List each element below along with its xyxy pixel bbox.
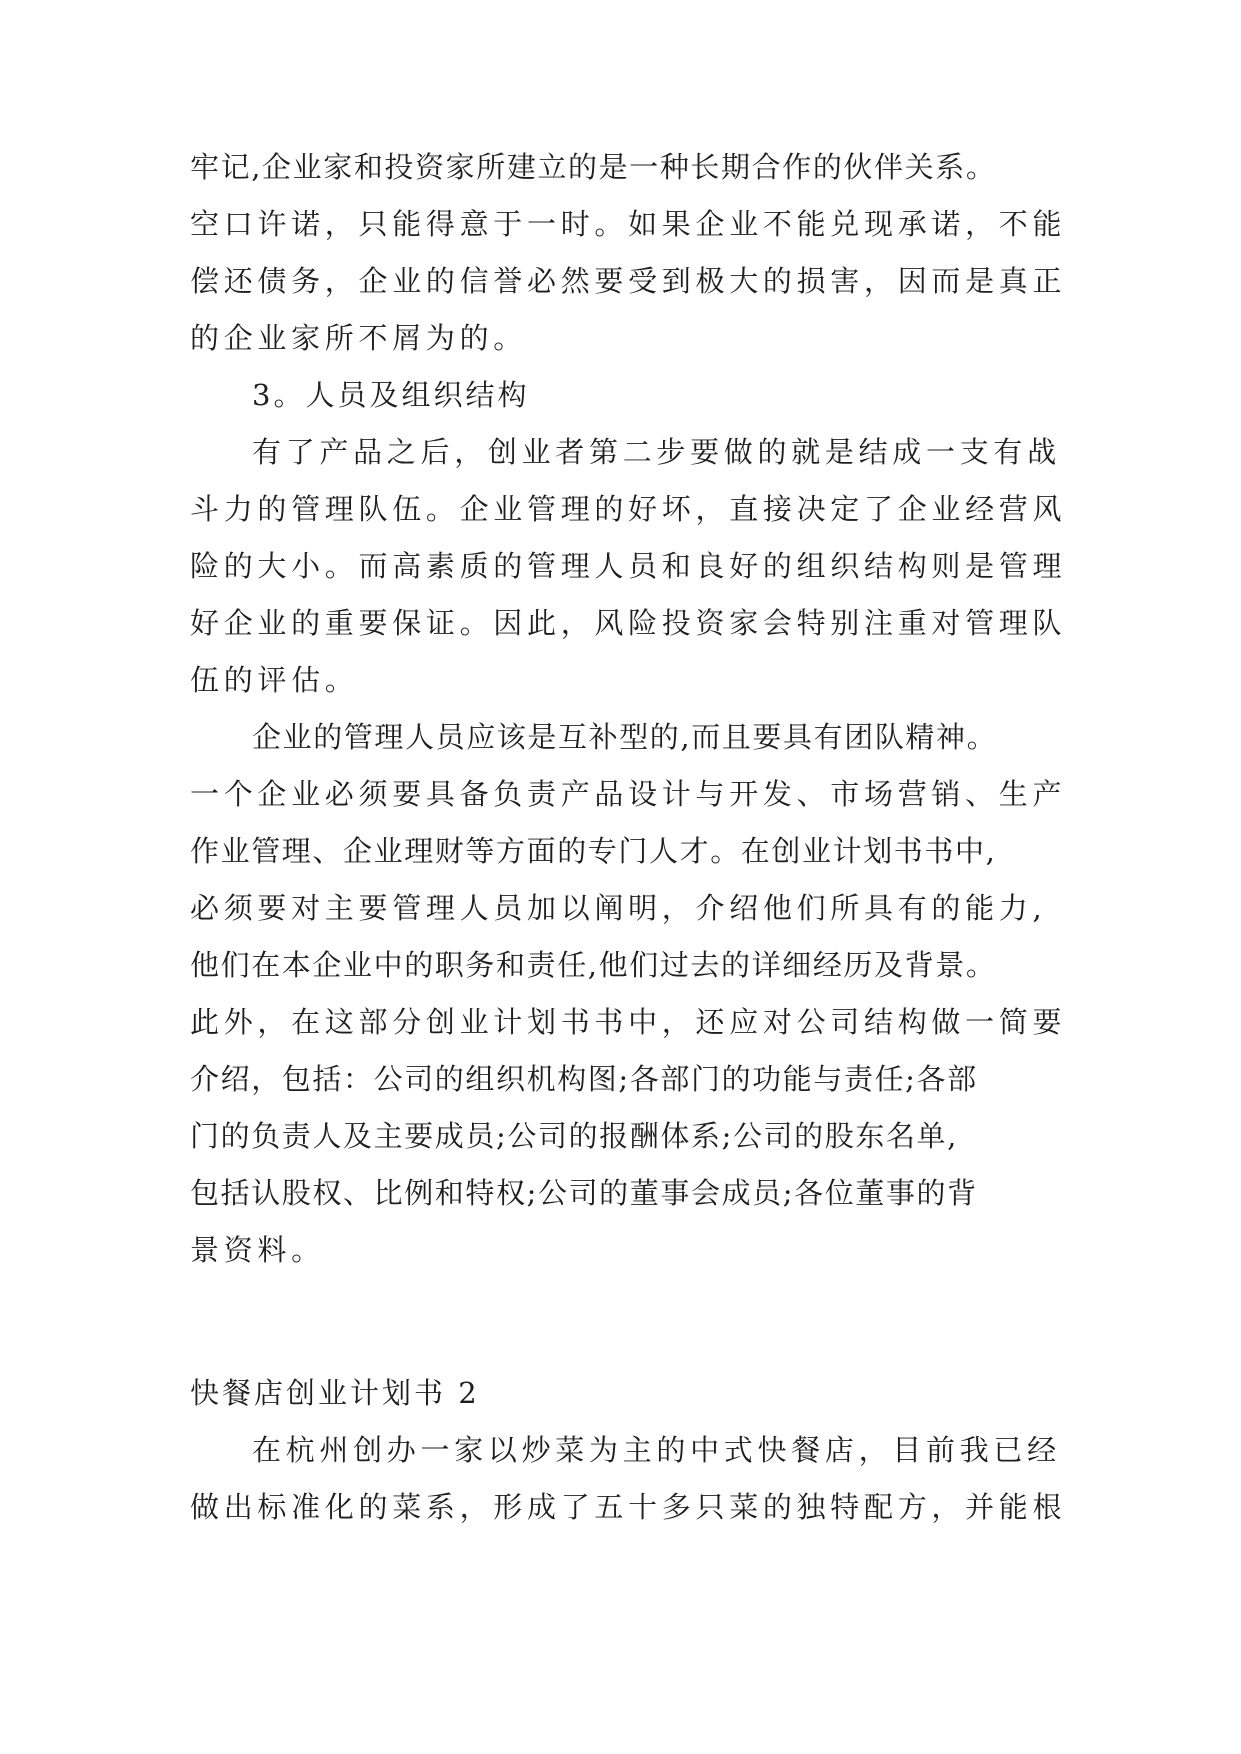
text-line: 做出标准化的菜系，形成了五十多只菜的独特配方，并能根 bbox=[190, 1490, 1067, 1524]
text-line: 介绍，包括：公司的组织机构图;各部门的功能与责任;各部 bbox=[190, 1062, 978, 1096]
text-line: 景资料。 bbox=[190, 1233, 325, 1267]
text-line: 门的负责人及主要成员;公司的报酬体系;公司的股东名单, bbox=[190, 1119, 958, 1153]
text-line: 必须要对主要管理人员加以阐明，介绍他们所具有的能力, bbox=[190, 891, 1047, 925]
text-line: 企业的管理人员应该是互补型的,而且要具有团队精神。 bbox=[252, 720, 998, 754]
text-line: 牢记,企业家和投资家所建立的是一种长期合作的伙伴关系。 bbox=[190, 150, 997, 184]
text-line: 在杭州创办一家以炒菜为主的中式快餐店，目前我已经 bbox=[252, 1433, 1061, 1467]
text-line: 险的大小。而高素质的管理人员和良好的组织结构则是管理 bbox=[190, 549, 1067, 583]
text-line: 斗力的管理队伍。企业管理的好坏，直接决定了企业经营风 bbox=[190, 492, 1067, 526]
text-line: 一个企业必须要具备负责产品设计与开发、市场营销、生产 bbox=[190, 777, 1067, 811]
text-line: 伍的评估。 bbox=[190, 663, 359, 697]
text-line: 他们在本企业中的职务和责任,他们过去的详细经历及背景。 bbox=[190, 948, 997, 982]
section-heading-personnel: 3。人员及组织结构 bbox=[252, 378, 530, 412]
text-line: 好企业的重要保证。因此，风险投资家会特别注重对管理队 bbox=[190, 606, 1067, 640]
section-heading-fast-food-plan: 快餐店创业计划书 2 bbox=[190, 1376, 480, 1410]
text-line: 的企业家所不屑为的。 bbox=[190, 321, 528, 355]
text-line: 包括认股权、比例和特权;公司的董事会成员;各位董事的背 bbox=[190, 1176, 978, 1210]
text-line: 作业管理、企业理财等方面的专门人才。在创业计划书书中, bbox=[190, 834, 997, 868]
text-line: 有了产品之后，创业者第二步要做的就是结成一支有战 bbox=[252, 435, 1061, 469]
text-line: 此外，在这部分创业计划书书中，还应对公司结构做一简要 bbox=[190, 1005, 1067, 1039]
text-line: 空口许诺，只能得意于一时。如果企业不能兑现承诺，不能 bbox=[190, 207, 1067, 241]
text-line: 偿还债务，企业的信誉必然要受到极大的损害，因而是真正 bbox=[190, 264, 1067, 298]
